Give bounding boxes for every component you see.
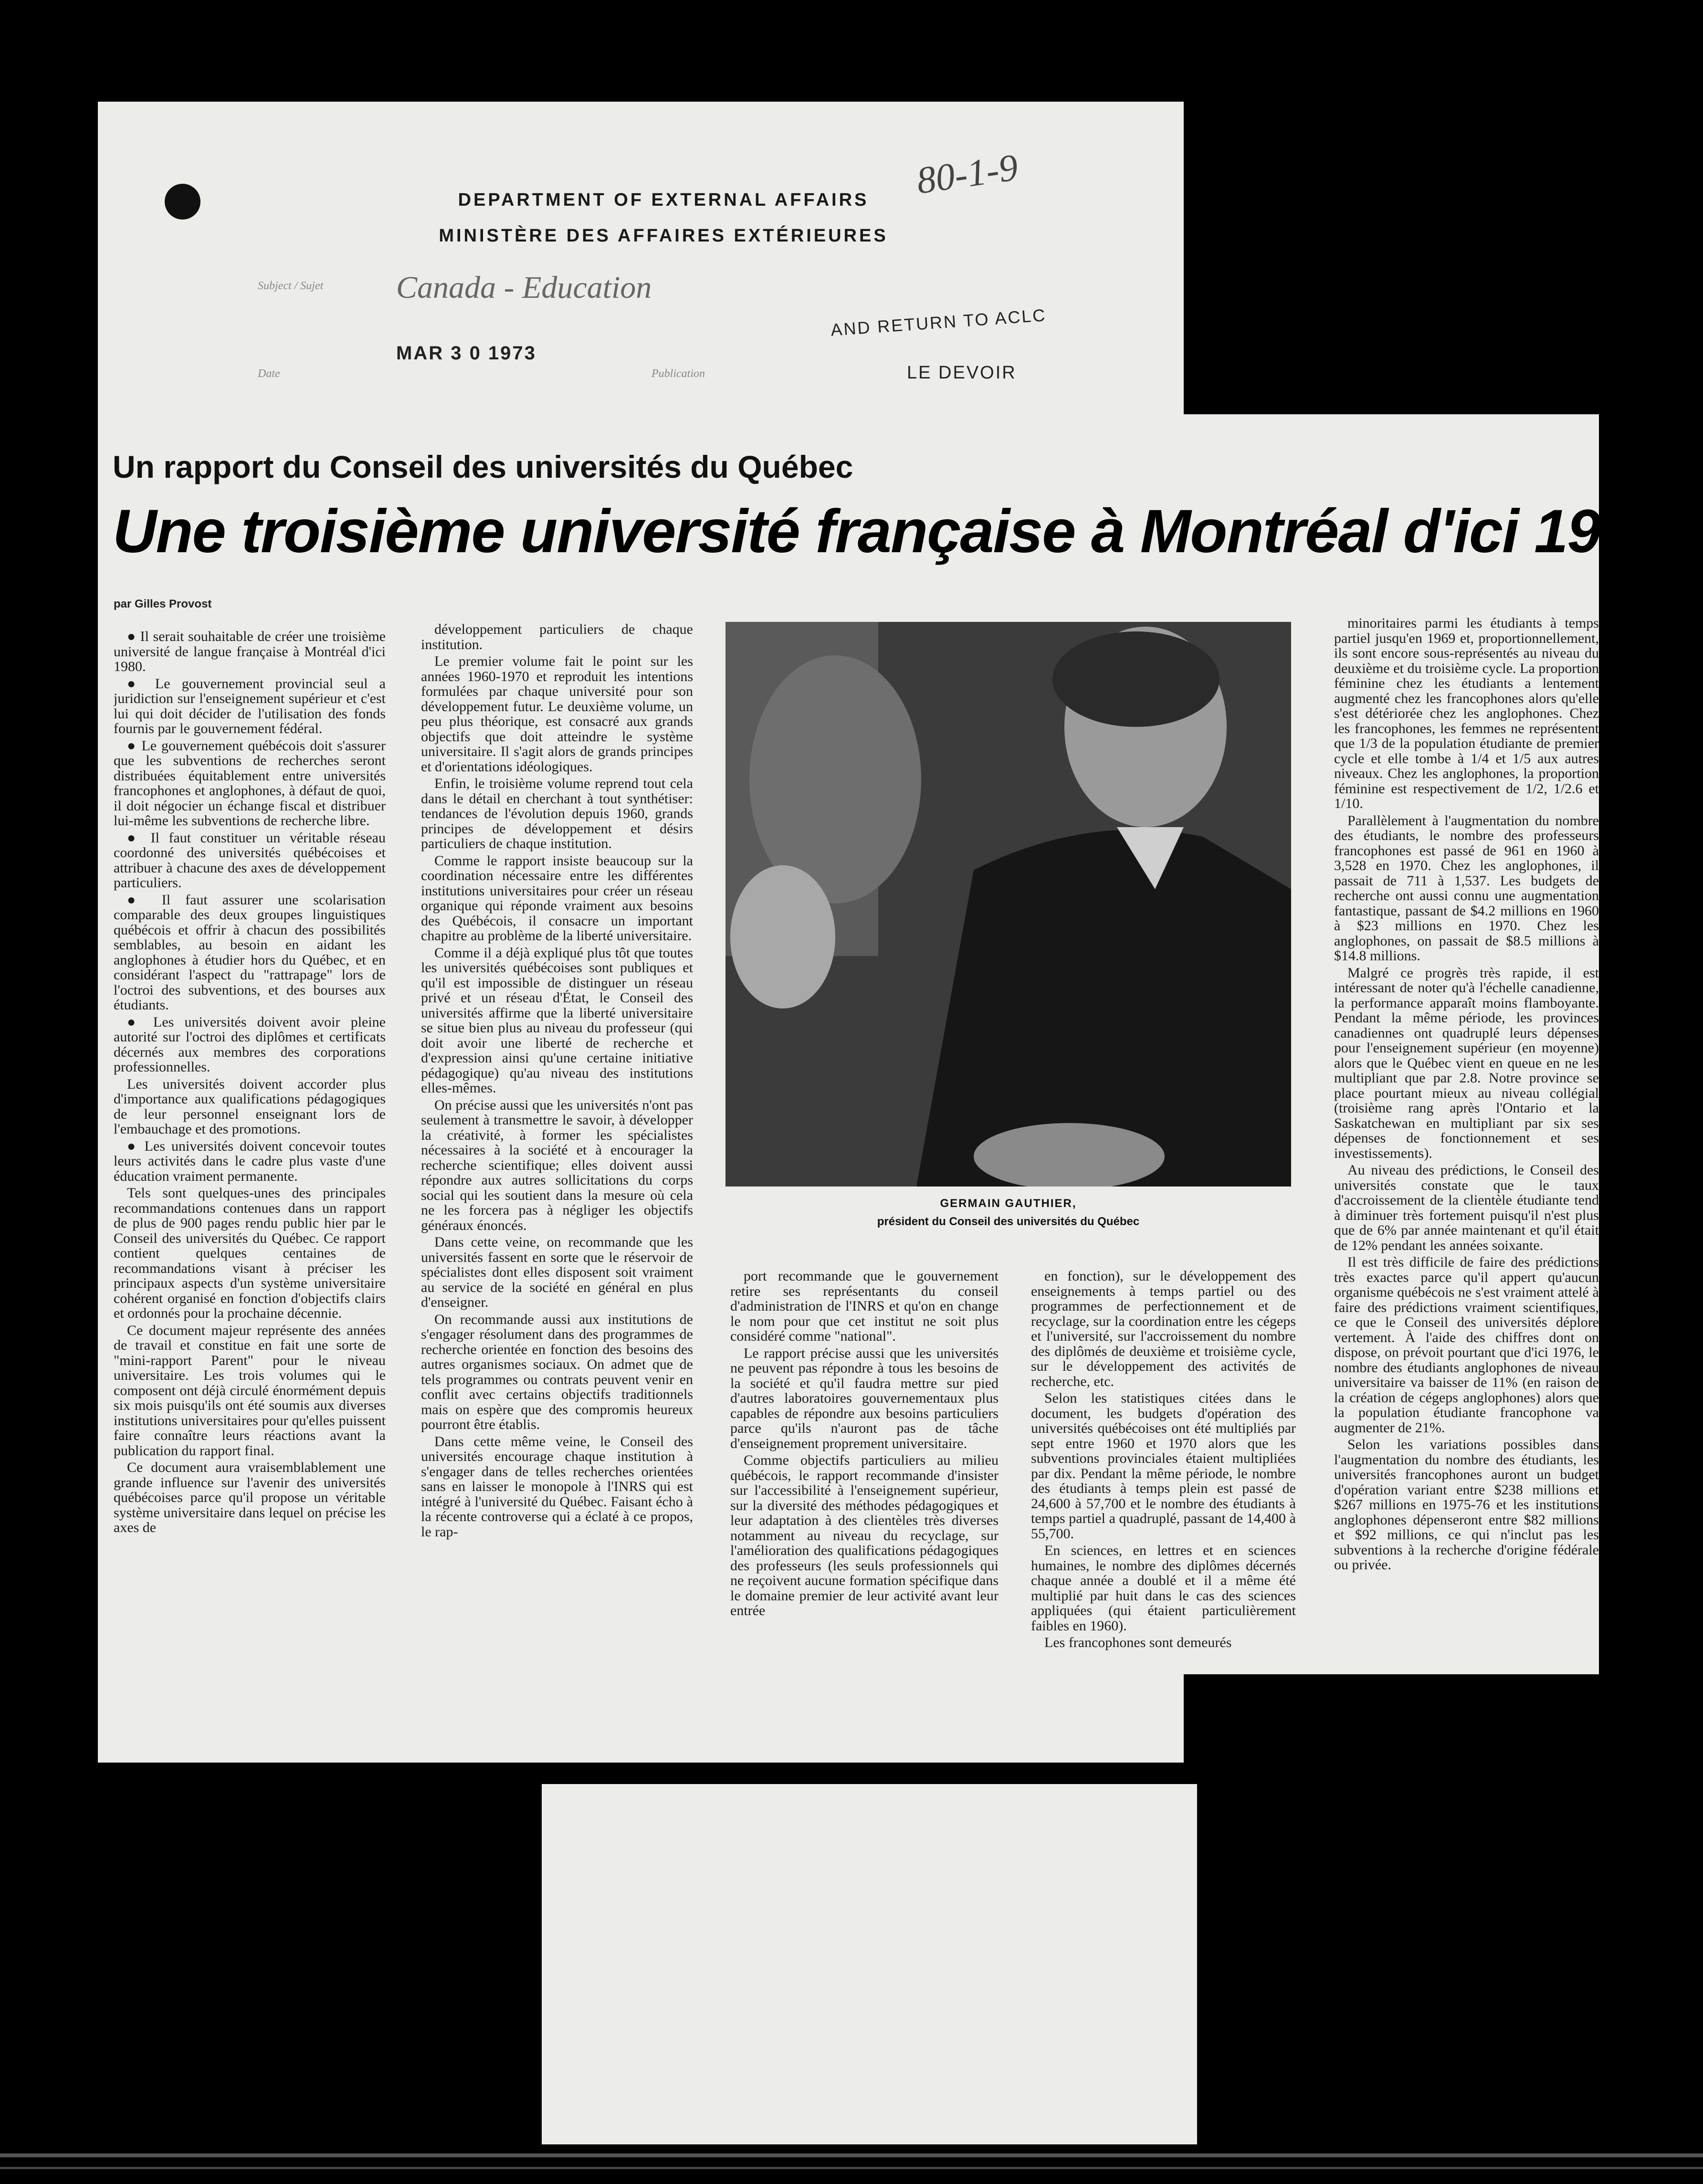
paragraph: développement particuliers de chaque institution. bbox=[421, 622, 693, 652]
paragraph: minoritaires parmi les étudiants à temps partiel jusqu'en 1969 et, proportionnellement, ils sont encore sous-représentés au niveau du deuxième et du troisième cycle. La proportion féminine chez les étudiants a lentement augmenté chez les francophones alors qu'elle s'est détériorée chez les anglophones. Chez les francophones, les femmes ne représentent que 1/3 de la population étudiante de premier cycle et elle tombe à 1/4 et 1/5 aux autres niveaux. Chez les anglophones, la proportion féminine est respectivement de 1/2, 1/2.6 et 1/10. bbox=[1334, 616, 1599, 811]
return-stamp: AND RETURN TO ACLC bbox=[830, 305, 1047, 340]
paragraph: Le premier volume fait le point sur les années 1960-1970 et reproduit les intentions formulées par chaque université pour son développement futur. Le deuxième volume, un peu plus théorique, est consacré aux grands objectifs que doit atteindre le système universitaire. Il s'agit alors de grands principes et d'orientations idéologiques. bbox=[421, 653, 693, 775]
paragraph: Ce document aura vraisemblablement une grande influence sur l'avenir des universités québécoises parce qu'il propose un véritable système universitaire dans lequel on précise les axes de bbox=[114, 1460, 386, 1535]
paragraph: Dans cette même veine, le Conseil des universités encourage chaque institution à s'engager dans de telles recherches orientées sans en laisser le monopole à l'INRS qui est intégré à l'université du Québec. Faisant écho à la récente controverse qui a éclaté à ce propos, le rap- bbox=[421, 1433, 693, 1540]
paragraph: Selon les variations possibles dans l'augmentation du nombre des étudiants, les universités francophones auront un budget d'opération variant entre $238 millions et $267 millions en 1975-76 et les institutions anglophones dépenseront entre $82 millions et $92 millions, ce qui n'inclut pas les subventions à la recherche d'origine fédérale ou privée. bbox=[1334, 1437, 1599, 1573]
paragraph: Ce document majeur représente des années de travail et constitue en fait une sorte de "mini-rapport Parent" pour le niveau universitaire. Les trois volumes qui le composent ont déjà circulé énormément depuis six mois puisqu'ils ont été soumis aux diverses institutions universitaires pour qu'elles puissent faire connaître leurs réactions avant la publication du rapport final. bbox=[114, 1322, 386, 1459]
article-headline: Une troisième université française à Montréal d'ici 1980 bbox=[113, 497, 1666, 566]
article-column-3 bbox=[730, 1269, 999, 1674]
portrait-photo-image bbox=[725, 622, 1291, 1186]
department-name-en: DEPARTMENT OF EXTERNAL AFFAIRS bbox=[458, 190, 869, 210]
publication-stamp: LE DEVOIR bbox=[907, 363, 1017, 383]
photo-caption-name: GERMAIN GAUTHIER, bbox=[940, 1197, 1077, 1210]
paragraph: Enfin, le troisième volume reprend tout cela dans le détail en cherchant à tout synthétiser: tendances de l'évolution depuis 1960, grands principes de développement et désirs particuliers de chaque institution. bbox=[421, 776, 693, 851]
date-label: Date bbox=[258, 368, 280, 380]
photo-caption-title: président du Conseil des universités du Québec bbox=[877, 1215, 1140, 1228]
date-stamp: MAR 3 0 1973 bbox=[396, 343, 536, 364]
paragraph: ● Il faut constituer un véritable réseau coordonné des universités québécoises et attribuer à chacune des axes de développement particuliers. bbox=[114, 830, 386, 891]
paragraph: en fonction), sur le développement des enseignements à temps partiel ou des programmes de perfectionnement et de recyclage, sur la coordination entre les cégeps et l'université, sur l'accroissement du nombre des diplômés de deuxième et troisième cycle, sur le développement des activités de recherche, etc. bbox=[1031, 1269, 1296, 1389]
article-column-4 bbox=[1031, 1269, 1296, 1674]
subject-label: Subject / Sujet bbox=[258, 280, 324, 292]
paragraph: On précise aussi que les universités n'ont pas seulement à transmettre le savoir, à développer la créativité, à former les spécialistes nécessaires à la société et à encourager la recherche scientifique; elles doivent aussi répondre aux autres sollicitations du corps social qui les soutient dans la mesure où cela ne les forcera pas à négliger les objectifs généraux énoncés. bbox=[421, 1097, 693, 1233]
portrait-photo bbox=[725, 622, 1291, 1186]
article-column-1 bbox=[114, 629, 386, 1696]
paragraph: Les francophones sont demeurés bbox=[1044, 1635, 1232, 1650]
paragraph: Il est très difficile de faire des prédictions très exactes parce qu'il appert qu'aucun organisme québécois ne s'est vraiment attelé à faire des prédictions vraiment scientifiques, ce que le Conseil des universités déplore vertement. À l'aide des chiffres dont on dispose, on prévoit pourtant que d'ici 1976, le nombre des étudiants anglophones de niveau universitaire va baisser de 11% (en raison de la création de cégeps anglophones) alors que la population étudiante francophone va augmenter de 21%. bbox=[1334, 1254, 1599, 1436]
paragraph: En sciences, en lettres et en sciences humaines, le nombre des diplômes décernés chaque année a doublé et il a même été multiplié par huit dans le cas des sciences appliquées (qui étaient particulièrement faibles en 1960). bbox=[1031, 1543, 1296, 1634]
paragraph: Tels sont quelques-unes des principales recommandations contenues dans un rapport de plus de 900 pages rendu public hier par le Conseil des universités du Québec. Ce rapport contient quelques centaines de recommandations visant à préciser les principaux aspects d'un système universitaire cohérent organisé en fonction d'objectifs clairs et ordonnés pour la prochaine décennie. bbox=[114, 1185, 386, 1321]
article-column-2 bbox=[421, 622, 693, 1672]
paragraph: ● Les universités doivent avoir pleine autorité sur l'octroi des diplômes et certificats décernés aux membres des corporations professionnelles. bbox=[114, 1014, 386, 1075]
paragraph: ● Le gouvernement provincial seul a juridiction sur l'enseignement supérieur et c'est lui qui doit décider de l'utilisation des fonds fournis par le gouvernement fédéral. bbox=[114, 675, 386, 736]
paragraph: ● Il serait souhaitable de créer une troisième université de langue française à Montréal d'ici 1980. bbox=[114, 629, 386, 674]
blank-paper-strip bbox=[542, 1784, 1197, 2144]
paragraph: Comme objectifs particuliers au milieu québécois, le rapport recommande d'insister sur l'accessibilité à l'enseignement supérieur, sur la diversité des méthodes pédagogiques et leur adaptation à des clientèles très diverses notamment au niveau du recyclage, sur l'amélioration des qualifications pédagogiques des professeurs (les seuls professionnels qui ne reçoivent aucune formation spécifique dans le domaine premier de leur activité avant leur entrée bbox=[730, 1452, 999, 1618]
subject-handwritten: Canada - Education bbox=[396, 270, 652, 305]
paragraph: Parallèlement à l'augmentation du nombre des étudiants, le nombre des professeurs francophones est passé de 961 en 1960 à 3,528 en 1970. Chez les anglophones, il passait de 711 à 1,537. Les budgets de recherche ont aussi connu une augmentation fantastique, passant de $4.2 millions en 1960 à $23 millions en 1970. Chez les anglophones, on passait de $8.5 millions à $14.8 millions. bbox=[1334, 812, 1599, 964]
paragraph: Les universités doivent accorder plus d'importance aux qualifications pédagogiques de leur personnel enseignant lors de l'embauchage et des promotions. bbox=[114, 1076, 386, 1137]
paragraph: On recommande aussi aux institutions de s'engager résolument dans des programmes de recherche orientée en fonction des besoins des autres organismes sociaux. On admet que de tels programmes ou contrats peuvent venir en conflit avec certains objectifs traditionnels mais on espère que des compromis heureux pourront être établis. bbox=[421, 1311, 693, 1432]
paragraph: ● Il faut assurer une scolarisation comparable des deux groupes linguistiques québécois et offrir à chacun des possibilités semblables, au besoin en aidant les anglophones à étudier hors du Québec, et en considérant l'aspect du "rattrapage" lors de l'octroi des subventions, et des bourses aux étudiants. bbox=[114, 892, 386, 1013]
paragraph: Le rapport précise aussi que les universités ne peuvent pas répondre à tous les besoins de la société et qu'il faudra mettre sur pied d'autres laboratoires gouvernementaux plus capables de répondre aux besoins particuliers parce qu'ils n'auront pas de tâche d'enseignement proprement universitaire. bbox=[730, 1345, 999, 1451]
punch-hole bbox=[165, 184, 200, 220]
article-byline: par Gilles Provost bbox=[114, 598, 212, 610]
article-kicker: Un rapport du Conseil des universités du Québec bbox=[113, 449, 853, 484]
film-edge-line bbox=[0, 2153, 1703, 2157]
handwritten-file-code: 80-1-9 bbox=[914, 146, 1021, 202]
article-column-5 bbox=[1334, 616, 1599, 1670]
publication-label: Publication bbox=[652, 368, 705, 380]
paragraph: Malgré ce progrès très rapide, il est intéressant de noter qu'à l'échelle canadienne, la performance apparaît moins flamboyante. Pendant la même période, les provinces canadiennes ont quadruplé leurs dépenses pour l'enseignement supérieur (en moyenne) alors que le Québec vient en queue en ne les multipliant que par 2.8. Notre province se place pourtant mieux au niveau collégial (troisième rang après l'Ontario et la Saskatchewan en multipliant par six ses dépenses de fonctionnement et ses investissements). bbox=[1334, 965, 1599, 1161]
paragraph: Comme il a déjà expliqué plus tôt que toutes les universités québécoises sont publiques et qu'il est impossible de distinguer un réseau privé et un réseau d'État, le Conseil des universités affirme que la liberté universitaire se situe bien plus au niveau du professeur (qui doit avoir une liberté de recherche et d'expression ainsi qu'une certaine initiative pédagogique) qu'au niveau des institutions elles-mêmes. bbox=[421, 945, 693, 1096]
paragraph: ● Les universités doivent concevoir toutes leurs activités dans le cadre plus vaste d'une éducation vraiment permanente. bbox=[114, 1138, 386, 1184]
paragraph: Comme le rapport insiste beaucoup sur la coordination nécessaire entre les différentes institutions universitaires pour créer un réseau organique qui réponde vraiment aux besoins des Québécois, il consacre un important chapitre au problème de la liberté universitaire. bbox=[421, 852, 693, 944]
film-edge-line bbox=[0, 2167, 1703, 2169]
paragraph: ● Le gouvernement québécois doit s'assurer que les subventions de recherches seront distribuées équitablement entre universités francophones et anglophones, à défaut de quoi, il doit négocier un échange fiscal et distribuer lui-même les subventions de recherche libre. bbox=[114, 737, 386, 829]
paragraph: Dans cette veine, on recommande que les universités fassent en sorte que le réservoir de spécialistes dont elles disposent soit vraiment au service de la société en général en plus d'enseigner. bbox=[421, 1234, 693, 1310]
paragraph: Selon les statistiques citées dans le document, les budgets d'opération des universités québécoises ont été multipliés par sept entre 1960 et 1970 alors que les subventions provinciales étaient multipliées par dix. Pendant la même période, le nombre des étudiants à temps plein est passé de 24,600 à 57,700 et le nombre des étudiants à temps partiel a quadruplé, passant de 14,400 à 55,700. bbox=[1031, 1390, 1296, 1542]
department-name-fr: MINISTÈRE DES AFFAIRES EXTÉRIEURES bbox=[439, 226, 888, 246]
paragraph: port recommande que le gouvernement retire ses représentants du conseil d'administration de l'INRS et qu'on en change le nom pour que cet institut ne soit plus considéré comme "national". bbox=[730, 1269, 999, 1344]
paragraph: Au niveau des prédictions, le Conseil des universités constate que le taux d'accroissement de la clientèle étudiante tend à diminuer très fortement puisqu'il n'est plus que de 6% par année maintenant et qu'il était de 12% pendant les années soixante. bbox=[1334, 1162, 1599, 1253]
